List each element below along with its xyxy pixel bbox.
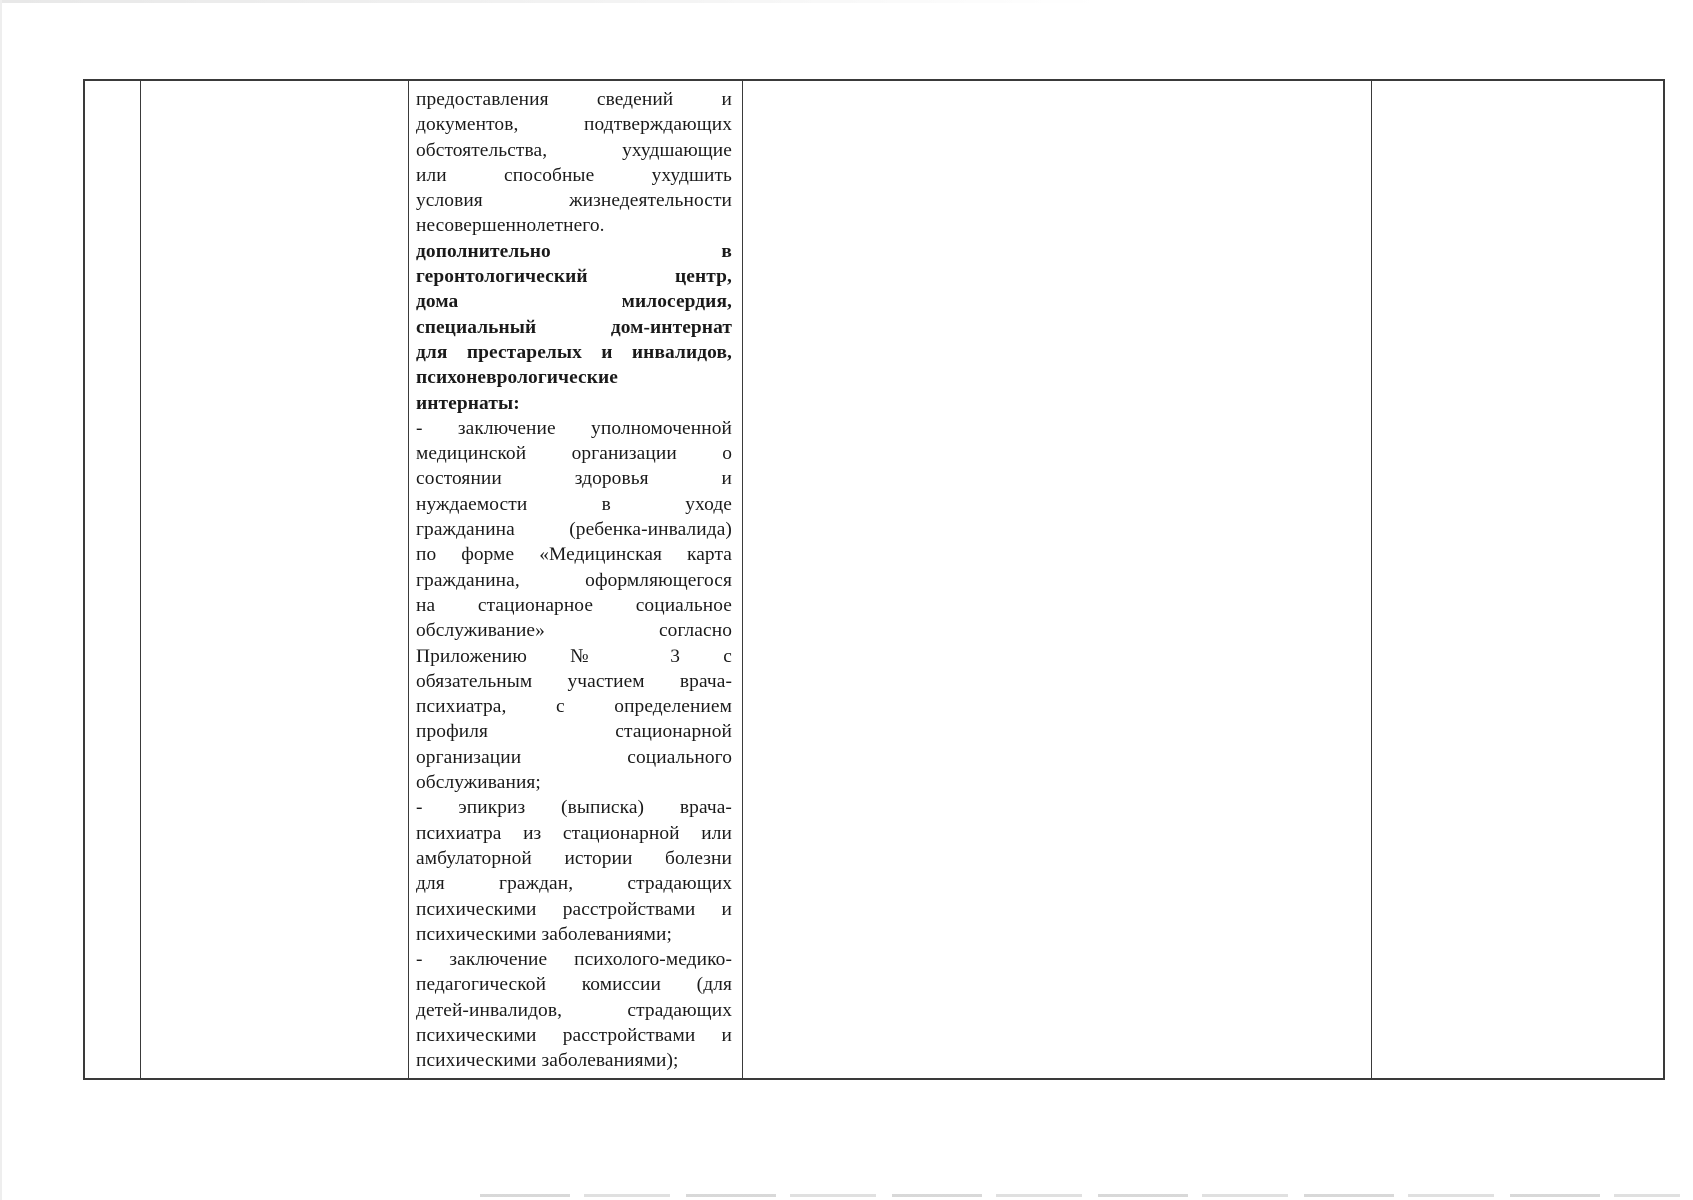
document-text-line: - эпикриз (выписка) врача- (416, 797, 732, 819)
table-column-notes (1372, 81, 1663, 1078)
document-text-line: психоневрологические (416, 367, 618, 389)
document-text-line: геронтологический центр, (416, 266, 732, 288)
document-text-line: Приложению № 3 с (416, 645, 732, 667)
document-text-line: для граждан, страдающих (416, 873, 732, 895)
document-text-line: - заключение психолого-медико- (416, 949, 732, 971)
document-text-line: обязательным участием врача- (416, 670, 732, 692)
document-text-line: организации социального (416, 746, 732, 768)
document-text-line: условия жизнедеятельности (416, 190, 732, 212)
document-text-line: психиатра, с определением (416, 696, 732, 718)
scan-artifact-left-edge (0, 0, 2, 1200)
document-text-line: педагогической комиссии (для (416, 974, 732, 996)
document-text-line: предоставления сведений и (416, 89, 732, 110)
document-text-line: дополнительно в (416, 240, 732, 262)
document-text-line: специальный дом-интернат (416, 316, 732, 338)
document-text-line: психическими заболеваниями); (416, 1050, 679, 1072)
document-text-line: для престарелых и инвалидов, (416, 341, 732, 363)
scan-artifact-top-edge (0, 0, 1693, 3)
table-column-service (141, 81, 409, 1078)
document-text-line: психическими расстройствами и (416, 1024, 732, 1046)
document-text-line: по форме «Медицинская карта (416, 544, 732, 566)
document-text-line: интернаты: (416, 392, 520, 414)
document-text-line: документов, подтверждающих (416, 114, 732, 136)
document-text-line: гражданина, оформляющегося (416, 569, 732, 591)
document-text-line: психиатра из стационарной или (416, 822, 732, 844)
document-table (83, 79, 1665, 1080)
document-text-line: гражданина (ребенка-инвалида) (416, 519, 732, 541)
document-text-line: на стационарное социальное (416, 594, 732, 616)
document-text-line: несовершеннолетнего. (416, 215, 605, 237)
document-text-line: дома милосердия, (416, 291, 732, 313)
document-text-line: обслуживание» согласно (416, 620, 732, 642)
document-text-line: медицинской организации о (416, 443, 732, 465)
document-text-line: обстоятельства, ухудшающие (416, 139, 732, 161)
document-text-line: детей-инвалидов, страдающих (416, 999, 732, 1021)
document-text-line: или способные ухудшить (416, 164, 732, 186)
table-column-number (85, 81, 141, 1078)
document-text-line: профиля стационарной (416, 721, 732, 743)
scan-artifact-bottom-edge (480, 1194, 1680, 1197)
table-column-conditions (743, 81, 1372, 1078)
table-column-documents (409, 81, 743, 1078)
document-text-line: обслуживания; (416, 772, 541, 794)
document-text-line: амбулаторной истории болезни (416, 847, 732, 869)
document-text-line: состоянии здоровья и (416, 468, 732, 490)
document-text-line: психическими заболеваниями; (416, 923, 672, 945)
document-text-line: нуждаемости в уходе (416, 493, 732, 515)
document-text-line: - заключение уполномоченной (416, 417, 732, 439)
document-text-line: психическими расстройствами и (416, 898, 732, 920)
documents-cell-text (416, 87, 732, 1074)
